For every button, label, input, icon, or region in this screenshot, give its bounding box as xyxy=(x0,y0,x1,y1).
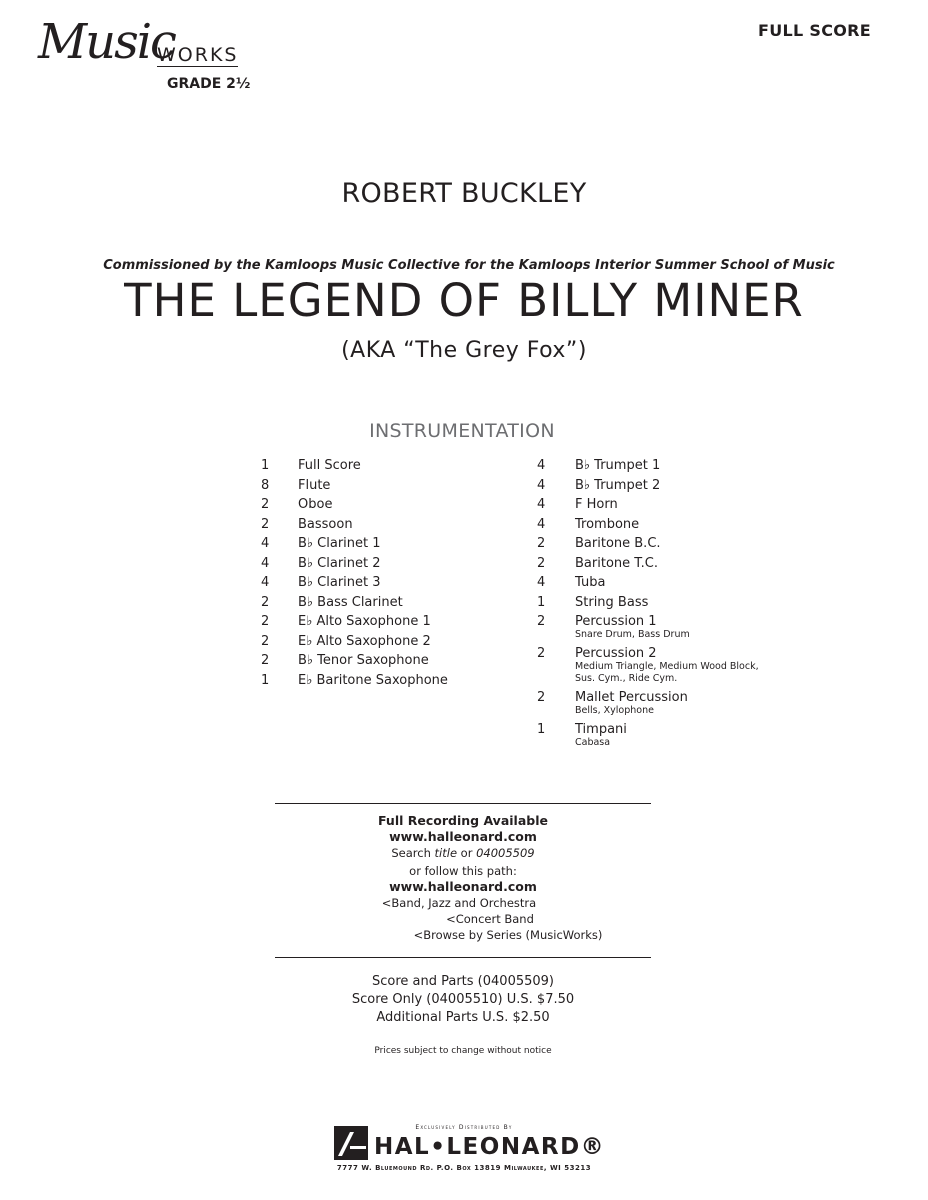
instrument-name: B♭ Trumpet 1 xyxy=(575,458,661,473)
composer-name: ROBERT BUCKLEY xyxy=(341,178,587,209)
instrument-row xyxy=(537,556,807,576)
instrument-quantity: 2 xyxy=(537,614,546,629)
instrument-name: String Bass xyxy=(575,594,649,610)
recording-info xyxy=(275,813,651,943)
instrument-name: B♭ Clarinet 1 xyxy=(298,536,381,551)
instrument-row xyxy=(261,458,521,478)
instrument-name: Timpani xyxy=(575,722,627,737)
instrument-quantity: 1 xyxy=(261,458,270,473)
instrument-name-block xyxy=(575,614,690,641)
hal-leonard-logo-icon xyxy=(334,1126,368,1160)
instrument-name-block xyxy=(298,653,429,668)
instrument-detail: Sus. Cym., Ride Cym. xyxy=(575,673,678,684)
instrument-row xyxy=(537,595,807,615)
instrument-row xyxy=(537,575,807,595)
instrument-name-block xyxy=(298,673,448,688)
publisher-name: HAL•LEONARD® xyxy=(374,1134,606,1160)
instrument-name-block xyxy=(575,722,627,749)
instrument-row xyxy=(261,517,521,537)
instrument-quantity: 1 xyxy=(261,672,270,688)
instrumentation-list-left xyxy=(261,458,521,692)
instrument-name: E♭ Baritone Saxophone xyxy=(298,672,448,688)
instrument-quantity: 4 xyxy=(537,477,546,493)
instrument-detail: Bells, Xylophone xyxy=(575,705,654,716)
price-notice: Prices subject to change without notice xyxy=(374,1046,552,1056)
instrument-name-block xyxy=(575,478,660,493)
instrument-quantity: 2 xyxy=(537,646,546,661)
instrument-name-block xyxy=(575,517,639,532)
divider-top xyxy=(275,803,651,804)
instrument-name-block xyxy=(575,595,648,610)
price-line-1: Score and Parts (04005509) xyxy=(371,974,554,989)
instrument-quantity: 2 xyxy=(537,555,546,571)
instrument-row xyxy=(261,614,521,634)
recording-heading: Full Recording Available xyxy=(378,813,548,828)
instrument-row xyxy=(261,556,521,576)
recording-path-3: <Browse by Series (MusicWorks) xyxy=(413,928,603,942)
price-line-3: Additional Parts U.S. $2.50 xyxy=(376,1010,550,1025)
instrument-quantity: 2 xyxy=(261,614,270,629)
instrument-name-block xyxy=(298,517,353,532)
divider-bottom xyxy=(275,957,651,958)
musicworks-logo-works: WORKS xyxy=(157,44,239,66)
instrument-name: Tuba xyxy=(575,575,606,590)
instrument-name-block xyxy=(298,536,381,551)
recording-path-1: <Band, Jazz and Orchestra xyxy=(381,896,537,910)
instrument-quantity: 2 xyxy=(537,536,546,551)
instrument-name: E♭ Alto Saxophone 2 xyxy=(298,633,431,649)
instrument-quantity: 2 xyxy=(261,633,270,649)
instrument-name: B♭ Tenor Saxophone xyxy=(298,653,429,668)
instrument-name-block xyxy=(298,497,332,512)
instrument-name-block xyxy=(575,575,605,590)
recording-search-text: Search title or 04005509 xyxy=(391,846,535,860)
instrument-name-block xyxy=(575,690,688,717)
instrument-name: Oboe xyxy=(298,497,333,512)
instrument-quantity: 4 xyxy=(261,575,270,590)
instrument-row xyxy=(261,595,521,615)
instrumentation-heading: INSTRUMENTATION xyxy=(369,420,555,442)
grade-label: GRADE 2½ xyxy=(167,76,251,92)
instrument-row xyxy=(537,536,807,556)
instrument-row xyxy=(261,536,521,556)
instrument-name-block xyxy=(575,497,618,512)
instrument-name: Full Score xyxy=(298,458,361,473)
instrument-quantity: 8 xyxy=(261,477,270,493)
instrument-row xyxy=(537,478,807,498)
pricing-block xyxy=(275,973,651,1027)
instrument-name: Trombone xyxy=(575,516,640,532)
instrument-name: Bassoon xyxy=(298,516,353,532)
recording-path-2: <Concert Band xyxy=(446,912,534,926)
instrument-row xyxy=(537,690,807,722)
instrument-detail: Medium Triangle, Medium Wood Block, xyxy=(575,661,759,672)
instrument-name-block xyxy=(575,646,759,685)
instrument-quantity: 4 xyxy=(537,516,546,532)
instrument-detail: Snare Drum, Bass Drum xyxy=(575,629,690,640)
instrument-quantity: 2 xyxy=(261,594,270,610)
instrument-name: Baritone T.C. xyxy=(575,555,659,571)
instrument-name-block xyxy=(298,478,330,493)
recording-site-link[interactable]: www.halleonard.com xyxy=(389,829,537,844)
instrument-row xyxy=(537,722,807,754)
instrument-row xyxy=(537,517,807,537)
instrument-name: Flute xyxy=(298,477,331,493)
instrument-name-block xyxy=(298,575,381,590)
instrument-name: E♭ Alto Saxophone 1 xyxy=(298,614,431,629)
instrument-name-block xyxy=(298,634,431,649)
instrument-name: Percussion 2 xyxy=(575,646,657,661)
instrument-row xyxy=(261,575,521,595)
price-line-2: Score Only (04005510) U.S. $7.50 xyxy=(351,992,575,1007)
instrumentation-list-right xyxy=(537,458,807,754)
instrument-name-block xyxy=(298,458,361,473)
instrument-name: Mallet Percussion xyxy=(575,690,688,705)
page-title: THE LEGEND OF BILLY MINER xyxy=(124,274,804,327)
instrument-row xyxy=(261,653,521,673)
instrument-row xyxy=(261,497,521,517)
instrument-name-block xyxy=(298,614,431,629)
instrument-name: B♭ Bass Clarinet xyxy=(298,594,403,610)
instrument-quantity: 2 xyxy=(537,690,546,705)
instrument-row xyxy=(537,458,807,478)
instrument-row xyxy=(261,673,521,693)
distributor-label: Exclusively Distributed By xyxy=(415,1124,513,1131)
instrument-quantity: 1 xyxy=(537,594,546,610)
instrument-row xyxy=(261,478,521,498)
musicworks-logo-script: Music xyxy=(38,14,175,70)
instrument-name-block xyxy=(575,458,660,473)
instrument-quantity: 4 xyxy=(537,497,546,512)
instrument-quantity: 4 xyxy=(537,458,546,473)
instrument-name: B♭ Trumpet 2 xyxy=(575,477,661,493)
instrument-name: Baritone B.C. xyxy=(575,536,661,551)
instrument-name: B♭ Clarinet 3 xyxy=(298,575,381,590)
instrument-name-block xyxy=(575,556,658,571)
instrument-quantity: 1 xyxy=(537,722,546,737)
recording-follow-text: or follow this path: xyxy=(409,864,517,878)
instrument-name: B♭ Clarinet 2 xyxy=(298,555,381,571)
instrument-name: F Horn xyxy=(575,497,618,512)
instrument-name-block xyxy=(575,536,661,551)
instrument-name: Percussion 1 xyxy=(575,614,657,629)
instrument-quantity: 4 xyxy=(261,555,270,571)
instrument-row xyxy=(261,634,521,654)
instrument-name-block xyxy=(298,556,381,571)
instrument-quantity: 2 xyxy=(261,516,270,532)
instrument-row xyxy=(537,497,807,517)
instrument-row xyxy=(537,646,807,690)
publisher-address: 7777 W. Bluemound Rd. P.O. Box 13819 Milwaukee, WI 53213 xyxy=(336,1164,592,1172)
instrument-quantity: 2 xyxy=(261,653,270,668)
commission-note: Commissioned by the Kamloops Music Collective for the Kamloops Interior Summer School of Music xyxy=(103,258,835,273)
instrument-quantity: 4 xyxy=(261,536,270,551)
instrument-quantity: 4 xyxy=(537,575,546,590)
full-score-label: FULL SCORE xyxy=(758,21,871,40)
page-subtitle: (AKA “The Grey Fox”) xyxy=(341,338,587,363)
instrument-name-block xyxy=(298,595,403,610)
instrument-quantity: 2 xyxy=(261,497,270,512)
instrument-detail: Cabasa xyxy=(575,737,611,748)
instrument-row xyxy=(537,614,807,646)
recording-path-site-link[interactable]: www.halleonard.com xyxy=(389,879,537,894)
